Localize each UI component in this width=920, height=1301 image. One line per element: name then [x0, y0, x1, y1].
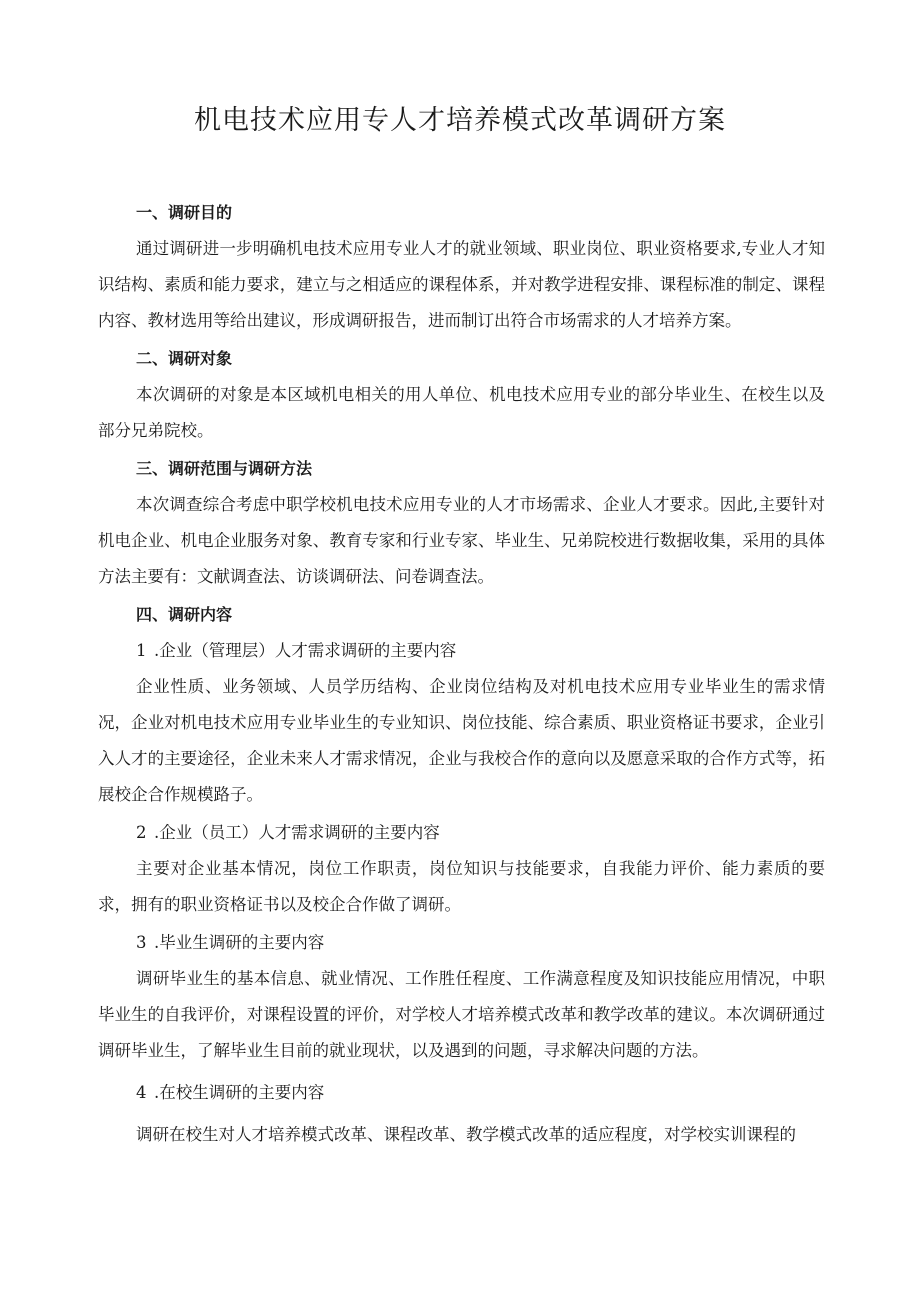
content-item-heading-employees [98, 815, 825, 851]
content-item-text-graduates: 调研毕业生的基本信息、就业情况、工作胜任程度、工作满意程度及知识技能应用情况，中职毕业生的自我评价，对课程设置的评价，对学校人才培养模式改革和教学改革的建议。本次调研通过调研毕业生，了解毕业生目前的就业现状，以及遇到的问题，寻求解决问题的方法。 [98, 969, 825, 1060]
content-item-text-students: 调研在校生对人才培养模式改革、课程改革、教学模式改革的适应程度，对学校实训课程的 [136, 1125, 796, 1144]
section-paragraph-scope-methods: 本次调查综合考虑中职学校机电技术应用专业的人才市场需求、企业人才要求。因此,主要针对机电企业、机电企业服务对象、教育专家和行业专家、毕业生、兄弟院校进行数据收集，采用的具体方法主要有：文献调查法、访谈调研法、问卷调查法。 [98, 495, 825, 586]
section-paragraph-purpose: 通过调研进一步明确机电技术应用专业人才的就业领域、职业岗位、职业资格要求,专业人才知识结构、素质和能力要求，建立与之相适应的课程体系，并对教学进程安排、课程标准的制定、课程内容、教材选用等给出建议，形成调研报告，进而制订出符合市场需求的人才培养方案。 [98, 239, 825, 330]
content-item-text-management: 企业性质、业务领域、人员学历结构、企业岗位结构及对机电技术应用专业毕业生的需求情况，企业对机电技术应用专业毕业生的专业知识、岗位技能、综合素质、职业资格证书要求，企业引入人才的主要途径，企业未来人才需求情况，企业与我校合作的意向以及愿意采取的合作方式等，拓展校企合作规模路子。 [98, 677, 825, 804]
content-item-text-employees: 主要对企业基本情况，岗位工作职责，岗位知识与技能要求，自我能力评价、能力素质的要求，拥有的职业资格证书以及校企合作做了调研。 [98, 859, 825, 914]
content-item-number: 4 [136, 1083, 147, 1102]
content-item-label: .在校生调研的主要内容 [154, 1083, 325, 1102]
content-item-heading-students [98, 1075, 825, 1111]
content-item-number: 3 [136, 933, 147, 952]
content-item-label: .企业（管理层）人才需求调研的主要内容 [154, 641, 457, 660]
content-item-label: .毕业生调研的主要内容 [154, 933, 325, 952]
content-item-heading-management [98, 633, 825, 669]
document-title: 机电技术应用专人才培养模式改革调研方案 [194, 105, 726, 136]
document-body [98, 195, 825, 1153]
section-heading-content: 四、调研内容 [136, 605, 233, 624]
content-item-number: 1 [136, 641, 147, 660]
section-heading-purpose: 一、调研目的 [136, 203, 233, 222]
content-item-heading-graduates [98, 925, 825, 961]
section-paragraph-subjects: 本次调研的对象是本区域机电相关的用人单位、机电技术应用专业的部分毕业生、在校生以及部分兄弟院校。 [98, 385, 825, 440]
section-heading-scope-methods: 三、调研范围与调研方法 [136, 459, 313, 478]
content-item-number: 2 [136, 823, 147, 842]
section-heading-subjects: 二、调研对象 [136, 349, 233, 368]
content-item-label: .企业（员工）人才需求调研的主要内容 [154, 823, 440, 842]
